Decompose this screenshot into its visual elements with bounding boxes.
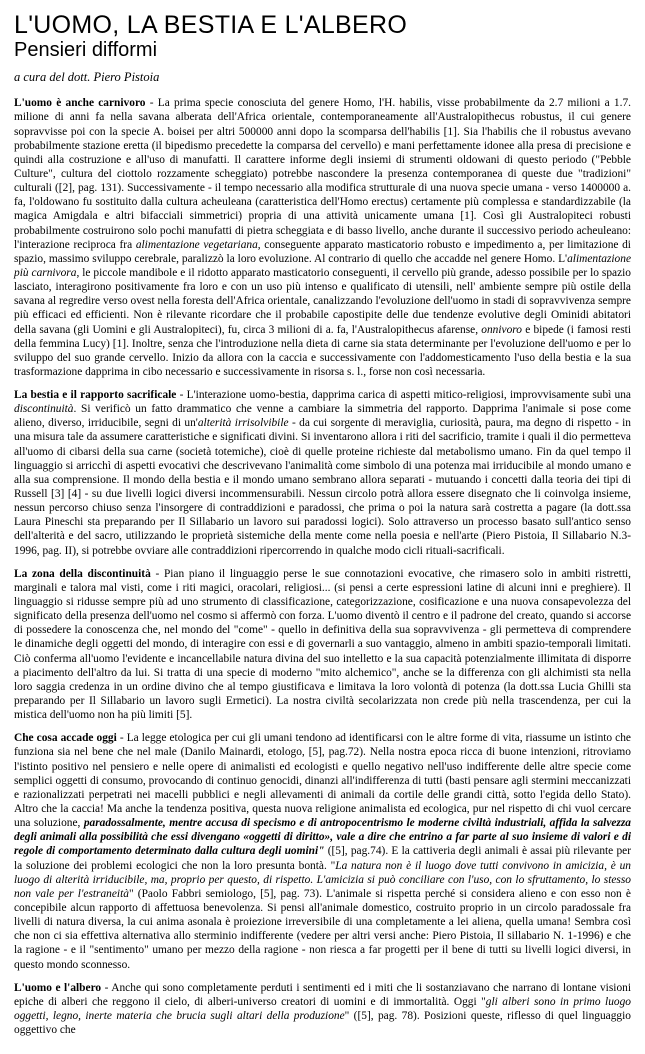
page-subtitle: Pensieri difformi	[14, 39, 158, 62]
paragraph-lead: La zona della discontinuità	[14, 567, 151, 580]
text-run-italic: alimentazione vegetariana	[135, 238, 258, 251]
paragraph-lead: L'uomo è anche carnivoro	[14, 97, 146, 110]
text-run: Pian piano il linguaggio perse le sue connotazioni evocative, che rimasero solo in ambiti ristretti, marginali e talora mal visti, come i riti magici, oracolari, religiosi... (si pensi a certe espressioni latine di alcuni inni e preghiere). Il linguaggio si ridusse sempre più ad uno strumento di classificazione, categorizzazione, cosificazione e una nuova consapevolezza del significato della presenza dell'uomo nel cosmo si affermò con forza. L'uomo diventò il centro e il padrone del creato, quando si accorse di possedere la conoscenza che, nel mondo del "come" - quello in definitiva della sua sopravvivenza - gli permetteva di comprendere le dinamiche degli oggetti del mondo, di interagire con essi e di governarli a suo vantaggio, almeno in ambiti spazio-temporali limitati. Ciò conferma all'uomo l'evidente e incancellabile natura divina del suo intelletto e la sua capacità potenzialmente illimitata di disporre a piacimento dell'altro da lui. Si tratta di una specie di moderno "mito alchemico", anche se la differenza con gli alchimisti sta nella loro saggia credenza in un ordine divino che al tempo giustificava e limitava la loro volontà di potenza (la dott.ssa Lucia Ghilli sta preparando per Il Sillabario un lavoro sugli Ermetici). La nostra civiltà secolarizzata non crede più nella trascendenza, per cui la mistica dell'uomo non ha più limiti [5].	[14, 567, 631, 722]
paragraph	[14, 96, 631, 379]
text-run-emphasis: paradossalmente, mentre accusa di specismo e di antropocentrismo le moderne civiltà industriali, affida la salvezza degli animali alla possibilità che essi divengano «oggetti di diritto», vale a dire che entrino a far parte al suo insieme di valori e di regole di comportamento determinato dalla cultura degli uomini"	[14, 817, 631, 858]
text-run: . Si verificò un fatto drammatico che venne a cambiare la simmetria del rapporto. Dapprima l'animale si pose come alieno, diverso, irriducibile, segni di un'	[14, 403, 631, 430]
lead-dash: -	[145, 97, 158, 110]
article-section	[14, 96, 631, 379]
text-run: La legge etologica per cui gli umani tendono ad identificarsi con le altre forme di vita, riassume un istinto che funziona sia nel bene che nel male (Danilo Mainardi, etologo, [5], pag.72). Nella nostra epoca ricca di buone intenzioni, ritroviamo l'istinto positivo nel pensiero e nelle opere di animalisti ed ecologisti e quello negativo nell'uso indifferente delle altre specie come semplici oggetti di consumo, provocando di continuo genocidi, dinanzi all'indifferenza di tutti (basti pensare agli stermini meccanizzati e razionalizzati perpetrati nei macelli pubblici e negli allevamenti di animali da cortile delle grandi città, sotto l'egida dello Stato). Altro che la caccia! Ma anche la tendenza positiva, questa nuova religione animalista ed ecologica, pur nel rispetto di chi vuol cercare una soluzione,	[14, 732, 631, 830]
paragraph	[14, 567, 631, 723]
paragraph	[14, 731, 631, 971]
text-run: ([5], pag.74). E la cattiveria degli animali è assai più rilevante per la soluzione dei problemi ecologici che non la loro presunta bontà. "	[14, 845, 632, 872]
lead-dash: -	[116, 732, 127, 745]
text-run: e bipede (i famosi resti della femmina Lucy) [1]. Inoltre, senza che l'introduzione nella dieta di carne sia stata determinante per l'evoluzione dell'uomo e per lo sviluppo del suo grande cervello. Inizio da allora con la caccia e successivamente con l'addomesticamento l'uso della bestia e la sua trasformazione dapprima in cibo necessario e successivamente in risorsa s. l., forse non così necessaria.	[14, 323, 631, 378]
page-title: L'UOMO, LA BESTIA E L'ALBERO	[14, 11, 408, 39]
paragraph-lead: Che cosa accade oggi	[14, 732, 117, 745]
text-run: , conseguente apparato masticatorio robusto e impedimento a, per limitazione di spazio, massimo sviluppo cerebrale, paralizzò la loro evoluzione. Al contrario di quello che accadde nel genere Homo. L'	[14, 238, 631, 265]
byline: a cura del dott. Piero Pistoia	[14, 70, 160, 85]
text-run: " (Paolo Fabbri semiologo, [5], pag. 73). L'animale si rispetta perché si considera alieno e con esso non è concepibile alcun rapporto di affettuosa benevolenza. Si pensi all'animale domestico, costruito proprio in un circolo paradossale fra livelli di natura diversa, la cui anima asonala è proiezione irreversibile di una completamente a lei aliena, quella umana! Sembra così che non ci sia effettiva alternativa allo sterminio indifferente (vedere per altri versi anche: Piero Pistoia, Il sillabario N. 1-1996) e che la ragione - e il "sentimento" umano per mezzo della ragione - non riesca a far progetti per il bene di tutti su livelli logici diversi, in questo mondo sconnesso.	[14, 887, 631, 971]
text-run-italic: onnivoro	[481, 323, 522, 336]
article-section	[14, 388, 631, 558]
text-run: L'interazione uomo-bestia, dapprima carica di aspetti mitico-religiosi, improvvisamente subì una	[186, 389, 631, 402]
paragraph-lead: L'uomo e l'albero	[14, 981, 102, 994]
article-section	[14, 981, 631, 1038]
lead-dash: -	[176, 389, 187, 402]
paragraph	[14, 388, 631, 558]
text-run: , le piccole mandibole e il ridotto apparato masticatorio conseguenti, il cervello più grande, adesso possibile per lo spazio lasciato, interagirono positivamente fra loro e con un uso più intenso e qualificato di utensili, nell' ambiente sempre più ostile della savana al regredire verso ovest nella foresta dell'Africa orientale, canalizzando l'evoluzione dell'uomo in stadi di sopravvivenza sempre più efficaci ed efficienti. Non è rilevante ricordare che il probabile capostipite delle due tendenze evolutive degli Ominidi abitatori della savana (gli Uomini e gli Australopiteci), fu, circa 3 milioni di a. fa, l'Australopithecus afarense,	[14, 266, 631, 336]
paragraph-lead: La bestia e il rapporto sacrificale	[14, 389, 177, 402]
text-run: " ([5], pag. 78). Posizioni queste, riflesso di quel linguaggio oggettivo che	[14, 1009, 631, 1037]
text-run-italic: La natura non è il luogo dove tutti convivono in amicizia, è un luogo di alterità irriducibile, ma, proprio per questo, di rispetto. L'amicizia si può conciliare con l'uso, con lo sfruttamento, lo stesso non vale per l'estraneità	[14, 859, 631, 900]
article-section	[14, 567, 631, 723]
text-run-italic: alimentazione più carnivora	[14, 252, 631, 279]
text-run-italic: discontinuità	[14, 403, 74, 416]
text-run: La prima specie conosciuta del genere Homo, l'H. habilis, visse probabilmente da 2.7 milioni a 1.7. milione di anni fa nella savana alberata dell'Africa orientale, contemporaneamente all'Australopithecus robustus, il cui genere sopravvisse poi con la specie A. boisei per altri 500000 anni dopo la scomparsa dell'habilis [1]. Sia l'habilis che il robustus avevano probabilmente stazione eretta (il bipedismo precedette la comparsa del cervello) e mani perfettamente idonee alla presa di precisione e quindi alla costruzione e all'uso di manufatti. Il carattere informe degli insiemi di strumenti oldowani di questo periodo ("Pebble Culture", cultura del ciottolo rozzamente scheggiato) potrebbe nascondere la presenza contemporanea di queste due "tradizioni" culturali ([2], pag. 131). Successivamente - il tempo necessario alla modifica strutturale di una nuova specie umana - verso 1400000 a. fa, l'oldowano fu sostituito dalla cultura acheuleana (caratteristica dell'Homo erectus) certamente più complessa e standardizzabile (la magica Amigdala e altri bifacciali simmetrici) propria di una attività unicamente umana [1]. Così gli Australopiteci robusti probabilmente costruirono solo pochi manufatti di pietra scheggiata e di basso livello, anche durante il successivo periodo acheuleano: l'interazione reciproca fra	[14, 97, 631, 251]
lead-dash: -	[150, 567, 164, 580]
text-run: - da cui sorgente di meraviglia, curiosità, paura, ma degno di rispetto - in una misura tale da assumere caratteristiche e significati divini. Si inventarono allora i riti del sacrificio, tramite i quali il dio permetteva all'uomo di cibarsi della sua carne (società totemiche), cioè di quelle proteine richieste dal metabolismo umano. Fin da quel tempo il linguaggio si arricchì di aspetti evocativi che descrivevano l'animalità come simbolo di una potenza mai irriducibile al mondo umano e alla sua comprensione. Il mondo della bestia e il mondo umano sembrano allora separati - mutuando i concetti dalla teoria dei tipi di Russell [3] [4] - su due livelli logici diversi incommensurabili. Nessun circolo potrà allora essere disegnato che li coinvolga insieme, nessun percorso chiuso senza l'insorgere di contraddizioni e paradossi, che prima o poi la natura sarà costretta a pagare (la dott.ssa Laura Pineschi sta preparando per Il Sillabario un lavoro sui paradossi logici). Solo attraverso un processo basato sull'antico senso dell'alterità e del sacro, utilizzando le proprietà sistemiche della mente come nella poesia e nell'arte (Piero Pistoia, Il Sillabario N.3-1996, pag. II), si potrebbe ovviare alle contraddizioni ripercorrendo in qualche modo cicli rituali-sacrificali.	[14, 417, 631, 557]
text-run: Anche qui sono completamente perduti i sentimenti ed i miti che li sostanziavano che narrano di lontane visioni epiche di alberi che reggono il cielo, di alberi-universo creatori di uomini e di immortalità. Oggi "	[14, 981, 631, 1008]
article-section	[14, 731, 631, 971]
lead-dash: -	[101, 981, 112, 994]
paragraph	[14, 981, 631, 1038]
text-run-italic: gli alberi sono in primo luogo oggetti, legno, inerte materia che brucia sugli altari della produzione	[14, 995, 631, 1022]
text-run-italic: alterità irrisolvibile	[197, 417, 289, 430]
